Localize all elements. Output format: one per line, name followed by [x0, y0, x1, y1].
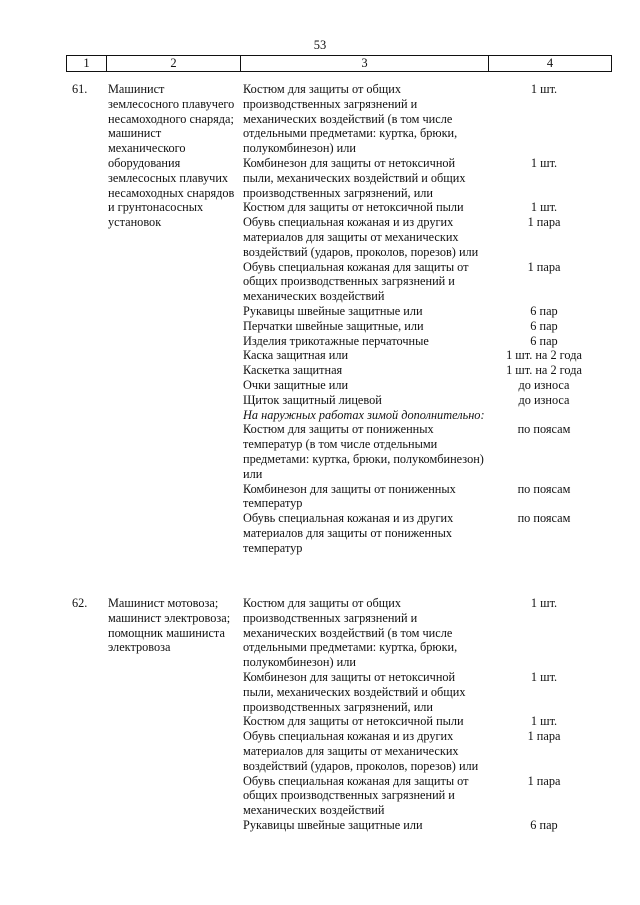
header-col-1: 1 — [67, 56, 107, 71]
occupation-name: Машинист мотовоза; машинист электровоза; помощник машиниста электровоза — [108, 596, 231, 655]
ppe-item-name: Обувь специальная кожаная для защиты от общих производственных загрязнений и механических воздействий — [243, 773, 469, 818]
list-item — [243, 818, 613, 833]
list-item — [243, 393, 613, 408]
ppe-item-quantity: 6 пар — [530, 303, 558, 318]
ppe-item-quantity: 1 шт. — [530, 82, 558, 96]
page-number: 53 — [313, 38, 327, 52]
ppe-item-quantity: 1 шт. — [530, 714, 558, 729]
ppe-item-quantity: по поясам — [517, 422, 571, 437]
ppe-item-name: Костюм для защиты от пониженных температур (в том числе отдельными предметами: куртка, брюки, полукомбинезон) или — [243, 422, 484, 481]
list-item — [243, 215, 613, 259]
ppe-list — [243, 82, 613, 556]
table-header — [66, 55, 612, 72]
ppe-item-name: Комбинезон для защиты от пониженных температур — [243, 481, 456, 511]
ppe-item-quantity: до износа — [518, 377, 570, 392]
ppe-item-name: Костюм для защиты от общих производственных загрязнений и механических воздействий (в том числе отдельными предметами: куртка, брюки, полукомбинезон) или — [243, 82, 458, 156]
ppe-item-quantity: 6 пар — [530, 817, 558, 832]
list-item — [243, 408, 613, 423]
ppe-item-name: Комбинезон для защиты от нетоксичной пыли, механических воздействий и общих производственных загрязнений, или — [243, 155, 466, 200]
ppe-item-name: Комбинезон для защиты от нетоксичной пыли, механических воздействий и общих производственных загрязнений, или — [243, 669, 466, 714]
list-item — [243, 304, 613, 319]
ppe-item-quantity: 1 шт. на 2 года — [506, 348, 582, 363]
ppe-item-quantity: 1 шт. — [530, 155, 558, 170]
list-item — [243, 774, 613, 818]
ppe-item-quantity: 1 пара — [527, 773, 561, 788]
ppe-item-quantity: 1 пара — [527, 215, 561, 230]
ppe-item-quantity: 1 шт. — [530, 669, 558, 684]
row-number: 62. — [72, 596, 88, 610]
ppe-item-name: Щиток защитный лицевой — [243, 392, 382, 407]
ppe-item-name: Костюм для защиты от нетоксичной пыли — [243, 200, 464, 215]
list-item — [243, 82, 613, 156]
list-item — [243, 670, 613, 714]
ppe-item-quantity: до износа — [518, 392, 570, 407]
ppe-item-name: Рукавицы швейные защитные или — [243, 817, 423, 832]
ppe-item-quantity: 6 пар — [530, 333, 558, 348]
list-item — [243, 319, 613, 334]
ppe-item-quantity: 6 пар — [530, 318, 558, 333]
list-item — [243, 422, 613, 481]
ppe-list — [243, 596, 613, 833]
occupation-name: Машинист землесосного плавучего несамоходного снаряда; машинист механического оборудования землесосных плавучих несамоходных снарядов и грунтонасосных установок — [108, 82, 235, 230]
ppe-item-name: Обувь специальная кожаная и из других материалов для защиты от механических воздействий (ударов, проколов, порезов) или — [243, 215, 479, 259]
header-col-2: 2 — [107, 56, 241, 71]
ppe-item-name: Костюм для защиты от нетоксичной пыли — [243, 714, 464, 729]
list-item — [243, 348, 613, 363]
ppe-item-name: Очки защитные или — [243, 377, 349, 392]
ppe-item-quantity: 1 пара — [527, 259, 561, 274]
ppe-item-quantity: по поясам — [517, 481, 571, 496]
ppe-item-name: Обувь специальная кожаная для защиты от общих производственных загрязнений и механических воздействий — [243, 259, 469, 304]
list-item — [243, 260, 613, 304]
list-item — [243, 363, 613, 378]
ppe-item-name: Рукавицы швейные защитные или — [243, 303, 423, 318]
ppe-item-quantity: 1 шт. на 2 года — [506, 363, 582, 378]
list-item — [243, 482, 613, 512]
ppe-item-name: Каска защитная или — [243, 348, 349, 363]
list-item — [243, 596, 613, 670]
ppe-item-quantity: по поясам — [517, 511, 571, 526]
ppe-item-name: Обувь специальная кожаная и из других материалов для защиты от пониженных температур — [243, 511, 454, 555]
ppe-item-name: Изделия трикотажные перчаточные — [243, 333, 429, 348]
ppe-item-name: Обувь специальная кожаная и из других материалов для защиты от механических воздействий (ударов, проколов, порезов) или — [243, 729, 479, 773]
ppe-item-name: На наружных работах зимой дополнительно: — [243, 407, 485, 422]
header-col-4: 4 — [546, 56, 554, 70]
ppe-item-quantity: 1 шт. — [530, 200, 558, 215]
list-item — [243, 511, 613, 555]
ppe-item-name: Костюм для защиты от общих производственных загрязнений и механических воздействий (в том числе отдельными предметами: куртка, брюки, полукомбинезон) или — [243, 596, 458, 670]
list-item — [243, 156, 613, 200]
ppe-item-quantity: 1 шт. — [530, 596, 558, 610]
ppe-item-quantity: 1 пара — [527, 729, 561, 744]
list-item — [243, 334, 613, 349]
ppe-item-name: Перчатки швейные защитные, или — [243, 318, 424, 333]
row-number: 61. — [72, 82, 88, 96]
ppe-item-name: Каскетка защитная — [243, 363, 343, 378]
list-item — [243, 378, 613, 393]
list-item — [243, 714, 613, 729]
list-item — [243, 729, 613, 773]
header-col-3: 3 — [241, 56, 489, 71]
list-item — [243, 200, 613, 215]
